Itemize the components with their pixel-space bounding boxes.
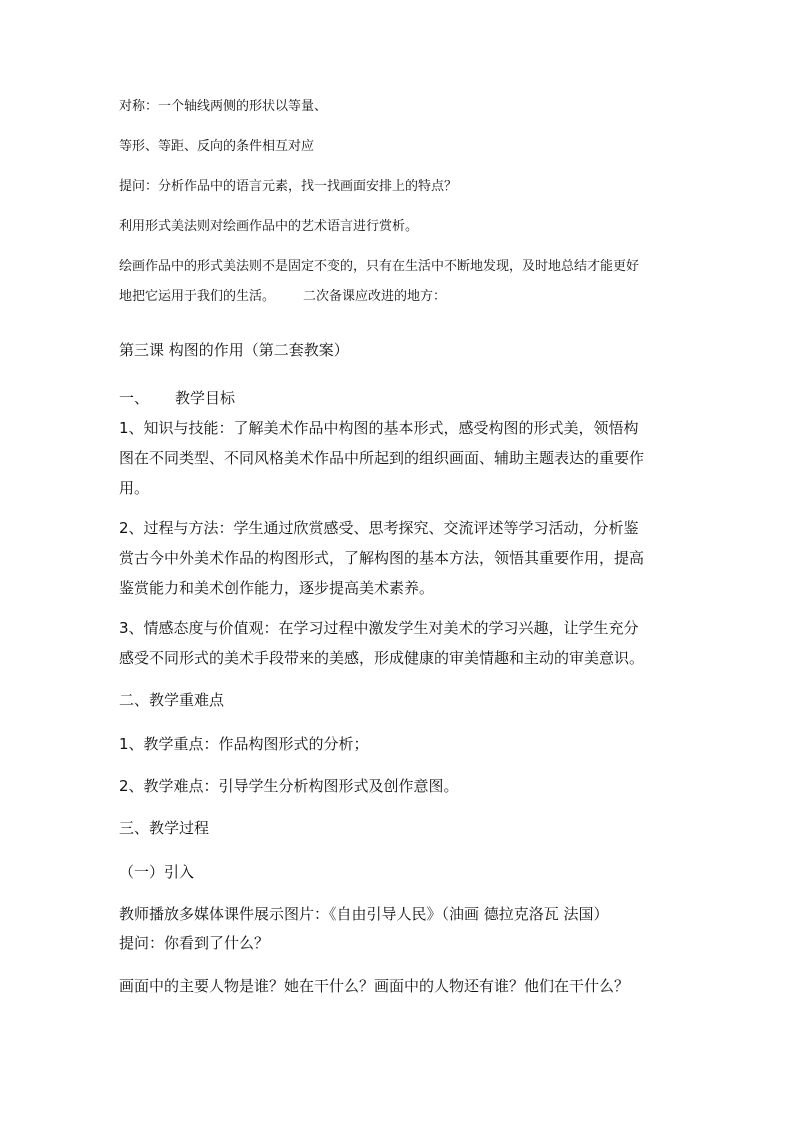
difficult-point-item: 2、教学难点：引导学生分析构图形式及创作意图。: [119, 777, 459, 795]
goal-emotion-values-line-2: 感受不同形式的美术手段带来的美感，形成健康的审美情趣和主动的审美意识。: [119, 649, 645, 667]
lesson-title: 第三课 构图的作用（第二套教案）: [119, 341, 349, 359]
paragraph-formal-beauty-rule-line-2: [119, 290, 679, 303]
question-main-figures: 画面中的主要人物是谁？她在干什么？画面中的人物还有谁？他们在干什么？: [119, 977, 630, 995]
goal-process-methods-line-3: 鉴赏能力和美术创作能力，逐步提高美术素养。: [119, 579, 435, 597]
teacher-media-display-line: 教师播放多媒体课件展示图片：《自由引导人民》（油画 德拉克洛瓦 法国）: [119, 905, 609, 923]
paragraph-formal-beauty-analysis: 利用形式美法则对绘画作品中的艺术语言进行赏析。: [119, 219, 419, 234]
goal-process-methods-line-2: 赏古今中外美术作品的构图形式，了解构图的基本方法，领悟其重要作用，提高: [119, 549, 645, 567]
paragraph-question-language-elements: 提问：分析作品中的语言元素，找一找画面安排上的特点？: [119, 179, 458, 194]
section-key-difficult-points-heading: 二、教学重难点: [119, 691, 225, 709]
subsection-introduction-heading: （一）引入: [119, 863, 195, 881]
goal-knowledge-skills-line-2: 图在不同类型、不同风格美术作品中所起到的组织画面、辅助主题表达的重要作: [119, 449, 645, 467]
goal-process-methods-line-1: 2、过程与方法：学生通过欣赏感受、思考探究、交流评述等学习活动，分析鉴: [119, 519, 639, 537]
goal-emotion-values-line-1: 3、情感态度与价值观：在学习过程中激发学生对美术的学习兴趣，让学生充分: [119, 619, 639, 637]
section-number-one: 一、: [119, 389, 150, 407]
paragraph-formal-beauty-rule-text: 地把它运用于我们的生活。: [119, 289, 276, 304]
paragraph-formal-beauty-rule-line-1: 绘画作品中的形式美法则不是固定不变的，只有在生活中不断地发现，及时地总结才能更好: [119, 259, 640, 274]
section-teaching-goals-heading: [119, 391, 679, 406]
goal-knowledge-skills-line-1: 1、知识与技能：了解美术作品中构图的基本形式，感受构图的形式美，领悟构: [119, 419, 639, 437]
goal-knowledge-skills-line-3: 用。: [119, 479, 150, 497]
lesson-improvement-note: 二次备课应改进的地方：: [303, 289, 447, 304]
section-teaching-process-heading: 三、教学过程: [119, 819, 210, 837]
question-what-did-you-see: 提问：你看到了什么？: [119, 934, 270, 952]
paragraph-symmetry-definition-continued: 等形、等距、反向的条件相互对应: [119, 139, 315, 154]
paragraph-symmetry-definition: 对称：一个轴线两侧的形状以等量、: [119, 99, 328, 114]
key-point-item: 1、教学重点：作品构图形式的分析；: [119, 735, 369, 753]
section-teaching-goals-title: 教学目标: [175, 389, 236, 407]
